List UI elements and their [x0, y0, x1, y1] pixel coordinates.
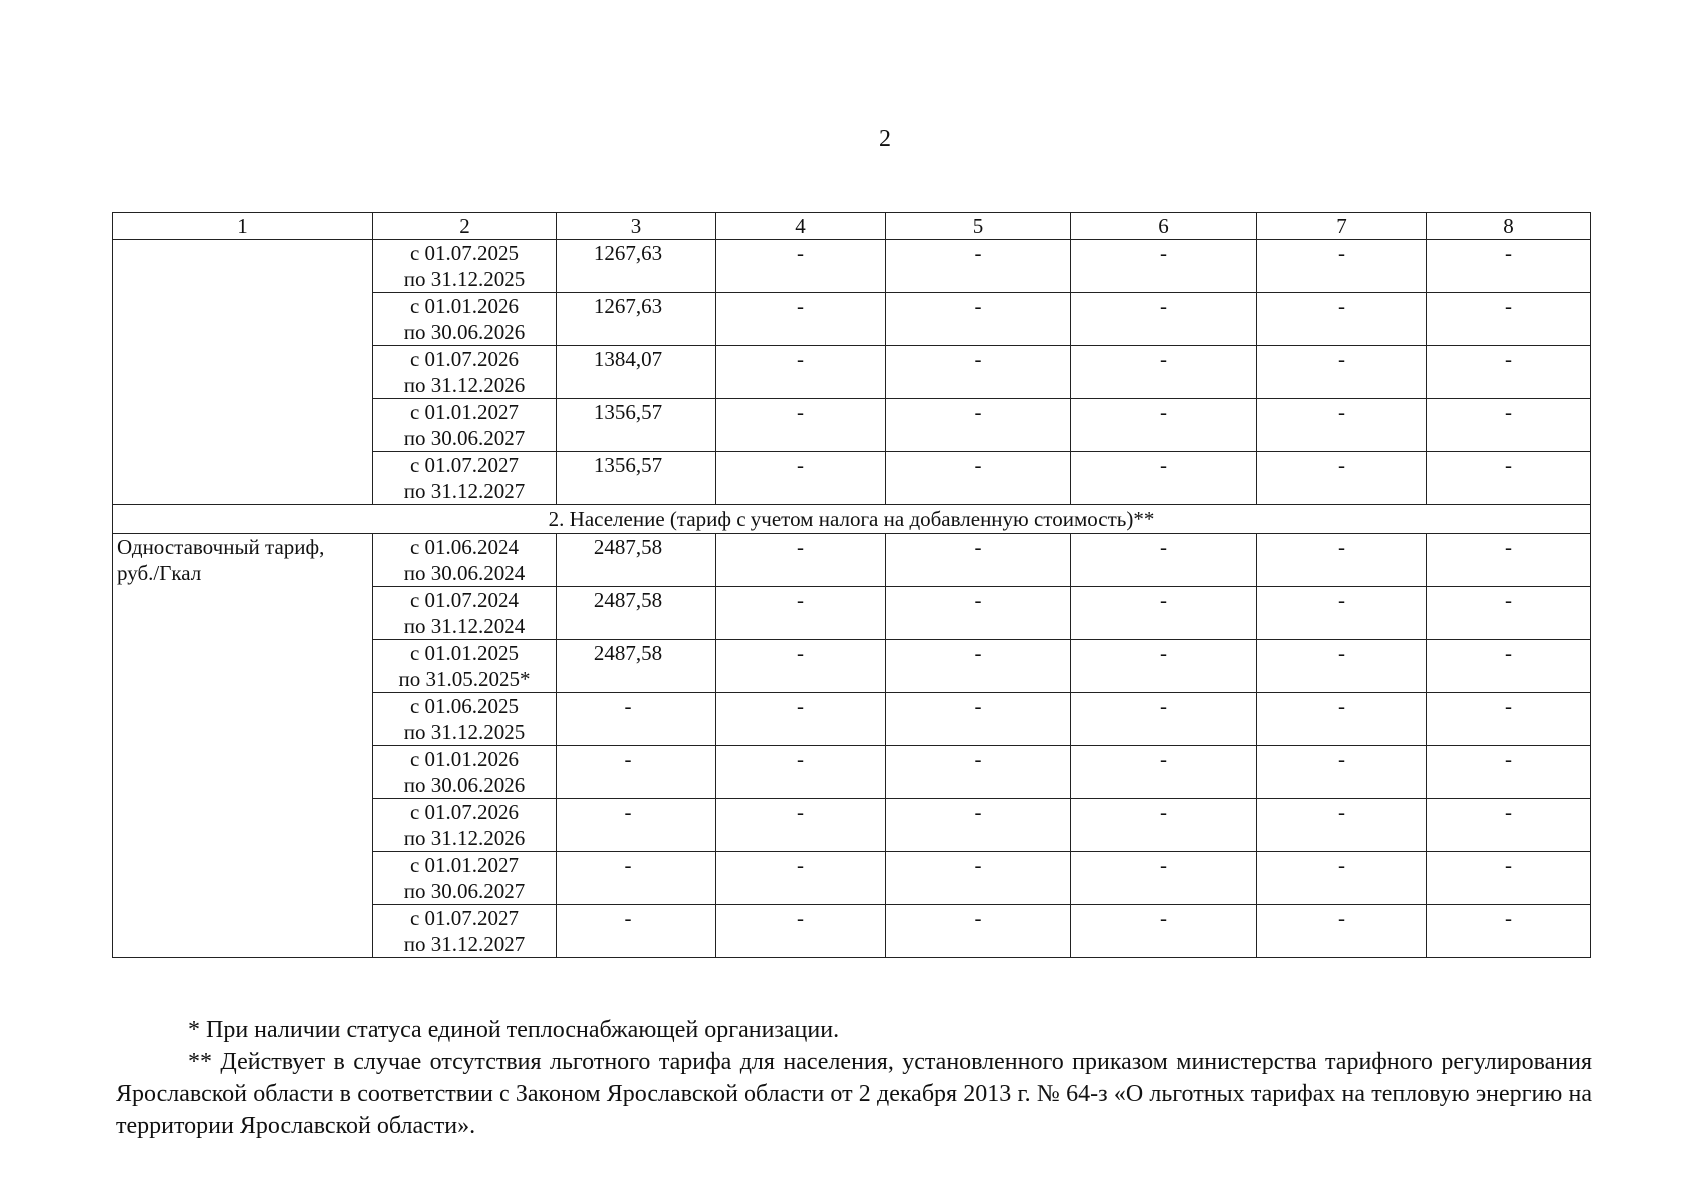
tariff-value: -	[557, 905, 716, 958]
tariff-label-cell: Одноставочный тариф, руб./Гкал	[113, 534, 373, 958]
dash-cell: -	[1427, 587, 1591, 640]
tariff-value: -	[557, 852, 716, 905]
dash-cell: -	[1427, 240, 1591, 293]
dash-cell: -	[716, 399, 886, 452]
dash-cell: -	[1071, 640, 1257, 693]
period-cell: с 01.01.2027 по 30.06.2027	[373, 852, 557, 905]
dash-cell: -	[886, 240, 1071, 293]
dash-cell: -	[886, 534, 1071, 587]
column-number: 6	[1071, 213, 1257, 240]
dash-cell: -	[1257, 905, 1427, 958]
tariff-value: -	[557, 746, 716, 799]
dash-cell: -	[1257, 799, 1427, 852]
dash-cell: -	[1427, 346, 1591, 399]
dash-cell: -	[716, 587, 886, 640]
page-number: 2	[879, 126, 891, 152]
dash-cell: -	[1071, 799, 1257, 852]
dash-cell: -	[716, 534, 886, 587]
dash-cell: -	[716, 240, 886, 293]
dash-cell: -	[886, 693, 1071, 746]
tariff-value: 1356,57	[557, 399, 716, 452]
tariff-value: 1267,63	[557, 240, 716, 293]
dash-cell: -	[1071, 905, 1257, 958]
dash-cell: -	[716, 905, 886, 958]
tariff-table	[112, 212, 1591, 958]
dash-cell: -	[1427, 852, 1591, 905]
period-cell: с 01.01.2027 по 30.06.2027	[373, 399, 557, 452]
period-cell: с 01.06.2024 по 30.06.2024	[373, 534, 557, 587]
dash-cell: -	[1071, 293, 1257, 346]
tariff-value: 2487,58	[557, 640, 716, 693]
tariff-value: 1384,07	[557, 346, 716, 399]
tariff-label-cell-empty	[113, 240, 373, 505]
table-row	[113, 240, 1591, 293]
dash-cell: -	[1071, 587, 1257, 640]
dash-cell: -	[886, 346, 1071, 399]
column-number: 7	[1257, 213, 1427, 240]
dash-cell: -	[1257, 240, 1427, 293]
dash-cell: -	[1071, 534, 1257, 587]
period-cell: с 01.07.2025 по 31.12.2025	[373, 240, 557, 293]
period-cell: с 01.07.2026 по 31.12.2026	[373, 799, 557, 852]
dash-cell: -	[1257, 640, 1427, 693]
dash-cell: -	[1427, 693, 1591, 746]
tariff-value: 1267,63	[557, 293, 716, 346]
period-cell: с 01.01.2025 по 31.05.2025*	[373, 640, 557, 693]
section-title-row	[113, 505, 1591, 534]
dash-cell: -	[1071, 399, 1257, 452]
column-number: 5	[886, 213, 1071, 240]
dash-cell: -	[886, 905, 1071, 958]
tariff-value: -	[557, 693, 716, 746]
period-cell: с 01.01.2026 по 30.06.2026	[373, 746, 557, 799]
column-number: 1	[113, 213, 373, 240]
dash-cell: -	[1427, 799, 1591, 852]
dash-cell: -	[1257, 587, 1427, 640]
dash-cell: -	[1257, 534, 1427, 587]
dash-cell: -	[716, 452, 886, 505]
dash-cell: -	[1427, 452, 1591, 505]
period-cell: с 01.07.2027 по 31.12.2027	[373, 905, 557, 958]
dash-cell: -	[716, 693, 886, 746]
dash-cell: -	[1427, 534, 1591, 587]
dash-cell: -	[1257, 746, 1427, 799]
section-title: 2. Население (тариф с учетом налога на добавленную стоимость)**	[113, 505, 1591, 534]
tariff-value: 2487,58	[557, 587, 716, 640]
table-row	[113, 534, 1591, 587]
footnotes	[116, 1014, 1592, 1142]
footnote-double-asterisk: ** Действует в случае отсутствия льготного тарифа для населения, установленного приказом министерства тарифного регулирования Ярославской области в соответствии с Законом Ярославской области от 2 декабря 2013 г. № 64-з «О льготных тарифах на тепловую энергию на территории Ярославской области».	[116, 1049, 1592, 1139]
tariff-value: 1356,57	[557, 452, 716, 505]
dash-cell: -	[1427, 640, 1591, 693]
dash-cell: -	[716, 799, 886, 852]
dash-cell: -	[1071, 452, 1257, 505]
tariff-value: 2487,58	[557, 534, 716, 587]
dash-cell: -	[1071, 693, 1257, 746]
column-number: 3	[557, 213, 716, 240]
period-cell: с 01.06.2025 по 31.12.2025	[373, 693, 557, 746]
column-number: 4	[716, 213, 886, 240]
dash-cell: -	[886, 640, 1071, 693]
period-cell: с 01.07.2026 по 31.12.2026	[373, 346, 557, 399]
dash-cell: -	[1257, 452, 1427, 505]
dash-cell: -	[1257, 346, 1427, 399]
dash-cell: -	[886, 293, 1071, 346]
dash-cell: -	[886, 799, 1071, 852]
dash-cell: -	[1427, 746, 1591, 799]
dash-cell: -	[1071, 746, 1257, 799]
dash-cell: -	[716, 852, 886, 905]
dash-cell: -	[1427, 293, 1591, 346]
tariff-value: -	[557, 799, 716, 852]
dash-cell: -	[1257, 399, 1427, 452]
column-number: 2	[373, 213, 557, 240]
dash-cell: -	[1257, 293, 1427, 346]
period-cell: с 01.07.2027 по 31.12.2027	[373, 452, 557, 505]
dash-cell: -	[886, 587, 1071, 640]
dash-cell: -	[716, 640, 886, 693]
dash-cell: -	[1071, 240, 1257, 293]
dash-cell: -	[716, 293, 886, 346]
footnote-single-asterisk: * При наличии статуса единой теплоснабжающей организации.	[188, 1017, 840, 1043]
period-cell: с 01.07.2024 по 31.12.2024	[373, 587, 557, 640]
dash-cell: -	[716, 746, 886, 799]
dash-cell: -	[1257, 693, 1427, 746]
dash-cell: -	[1071, 852, 1257, 905]
period-cell: с 01.01.2026 по 30.06.2026	[373, 293, 557, 346]
dash-cell: -	[716, 346, 886, 399]
dash-cell: -	[886, 852, 1071, 905]
dash-cell: -	[1427, 905, 1591, 958]
dash-cell: -	[886, 746, 1071, 799]
dash-cell: -	[886, 452, 1071, 505]
dash-cell: -	[1071, 346, 1257, 399]
dash-cell: -	[1427, 399, 1591, 452]
column-number: 8	[1427, 213, 1591, 240]
dash-cell: -	[886, 399, 1071, 452]
column-number-row	[113, 213, 1591, 240]
dash-cell: -	[1257, 852, 1427, 905]
